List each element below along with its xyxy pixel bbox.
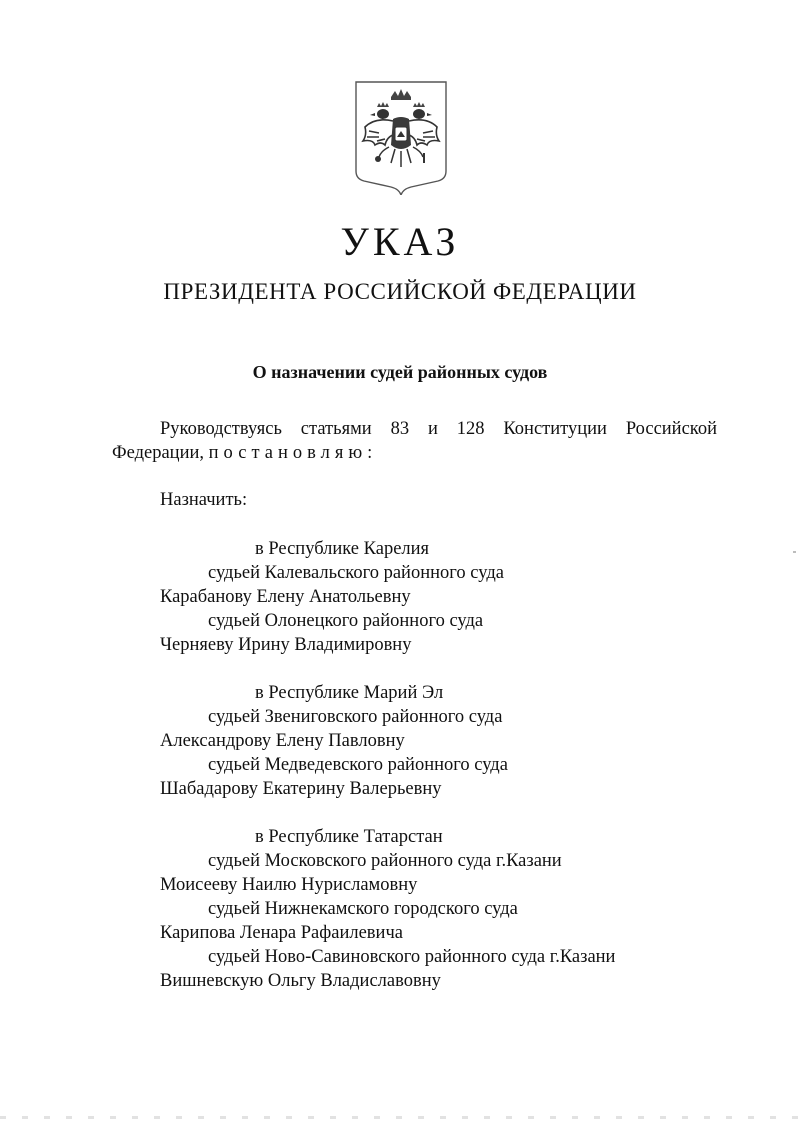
court-line: судьей Калевальского районного суда [208, 563, 504, 583]
appointee-name: Вишневскую Ольгу Владиславовну [160, 971, 441, 991]
appointee-name: Моисееву Наилю Нурисламовну [160, 875, 418, 895]
court-line: судьей Олонецкого районного суда [208, 611, 484, 631]
region-heading: в Республике Карелия [255, 539, 430, 559]
scan-artifact [0, 1116, 800, 1119]
appointee-name: Черняеву Ирину Владимировну [160, 635, 412, 655]
preamble-line-2 [112, 441, 717, 465]
preamble-line-2-start: Федерации, [112, 443, 209, 463]
region-heading: в Республике Татарстан [255, 827, 443, 847]
court-line: судьей Нижнекамского городского суда [208, 899, 518, 919]
preamble-decree-word: постановляю: [208, 443, 378, 463]
preamble-paragraph [112, 417, 717, 465]
document-subtitle: ПРЕЗИДЕНТА РОССИЙСКОЙ ФЕДЕРАЦИИ [163, 279, 637, 304]
appointee-name: Карипова Ленара Рафаилевича [160, 923, 403, 943]
court-line: судьей Звениговского районного суда [208, 707, 503, 727]
document-title: УКАЗ [340, 219, 460, 264]
region-heading: в Республике Марий Эл [255, 683, 444, 703]
appointee-name: Шабадарову Екатерину Валерьевну [160, 779, 442, 799]
appoint-label: Назначить: [160, 490, 248, 510]
court-line: судьей Московского районного суда г.Казани [208, 851, 562, 871]
scan-speck [793, 551, 796, 553]
coat-of-arms-icon [353, 79, 449, 195]
appointee-name: Карабанову Елену Анатольевну [160, 587, 411, 607]
document-heading: О назначении судей районных судов [252, 362, 548, 382]
appointee-name: Александрову Елену Павловну [160, 731, 405, 751]
preamble-line-1: Руководствуясь статьями 83 и 128 Конституции Российской [160, 419, 717, 439]
court-line: судьей Медведевского районного суда [208, 755, 508, 775]
court-line: судьей Ново-Савиновского районного суда г.Казани [208, 947, 616, 967]
